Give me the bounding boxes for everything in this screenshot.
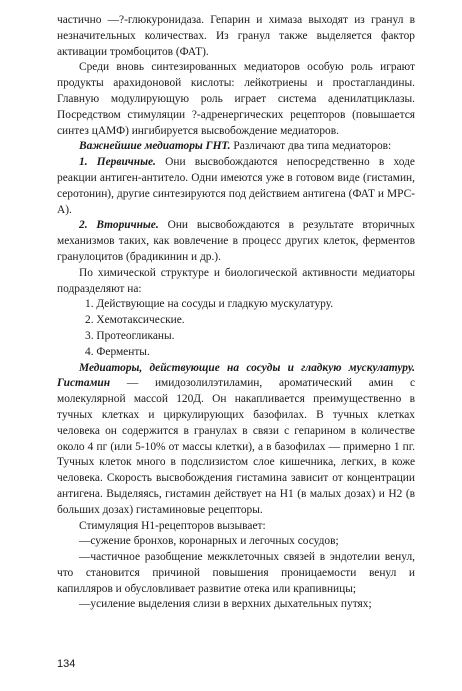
paragraph-text: Они высвобождаются непосредственно в ходе реакции антиген-антитело. Одни имеются уже в готовом виде (гистамин, серотонин), другие синтезируются под действием антигена (ФАТ и МРС-А).	[57, 156, 415, 216]
paragraph-text: Различают два типа медиаторов:	[230, 140, 392, 153]
list-item: 4. Ферменты.	[85, 345, 150, 358]
heading-vascular-mediators: Медиаторы, действующие на сосуды и гладкую мускулатуру. Гистамин	[57, 361, 415, 390]
paragraph-mediators-synthesis: Среди вновь синтезированных медиаторов особую роль играют продукты арахидоновой кислоты: лейкотриены и простагландины. Главную модулирующую роль играет система аденилатциклазы. Посредством стимуляции ?-адренергических рецепторов (повышается синтез цАМФ) ингибируется высвобождение медиаторов.	[57, 61, 415, 137]
heading-secondary: 2. Вторичные.	[79, 219, 159, 232]
heading-key-mediators: Важнейшие медиаторы ГНТ.	[79, 140, 231, 153]
body-text	[57, 13, 415, 613]
paragraph-effect-endothelium: —частичное разобщение межклеточных связей в эндотелии венул, что становится причиной повышения проницаемости венул и капилляров и обусловливает развитие отека или крапивницы;	[57, 551, 415, 595]
page-number: 134	[57, 658, 76, 670]
paragraph-effect-bronchi: —сужение бронхов, коронарных и легочных сосудов;	[79, 535, 339, 548]
list-item: 3. Протеогликаны.	[85, 329, 175, 342]
paragraph-text: — имидозолилэтиламин, ароматический амин с молекулярной массой 120Д. Он накапливается преимущественно в тучных клетках и циркулирующих базофилах. В тучных клетках человека он содержится в гранулах в связи с гепарином в количестве около 4 пг (или 5-10% от массы клетки), а в базофилах — примерно 1 пг. Тучных клеток много в подслизистом слое кишечника, легких, в коже человека. Скорость высвобождения гистамина зависит от концентрации антигена. Выделяясь, гистамин действует на Н1 (в малых дозах) и Н2 (в больших дозах) гистаминовые рецепторы.	[57, 377, 415, 516]
paragraph-secondary	[57, 218, 415, 265]
paragraph-histamine	[57, 361, 415, 519]
paragraph-h1-stimulation: Стимуляция Н1-рецепторов вызывает:	[79, 519, 266, 532]
paragraph-classification: По химической структуре и биологической активности медиаторы подразделяют на:	[57, 266, 415, 295]
heading-primary: 1. Первичные.	[79, 156, 156, 169]
paragraph-key-mediators	[57, 139, 415, 155]
list-item: 2. Хемотаксические.	[85, 314, 185, 327]
paragraph-text: Они высвобождаются в результате вторичных механизмов таких, как вовлечение в процесс других клеток, ферментов гранулоцитов (брадикинин и др.).	[57, 219, 415, 263]
paragraph-continuation: частично —?-глюкуронидаза. Гепарин и химаза выходят из гранул в незначительных количествах. Из гранул также выделяется фактор активации тромбоцитов (ФАТ).	[57, 14, 415, 58]
paragraph-effect-mucus: —усиление выделения слизи в верхних дыхательных путях;	[79, 598, 372, 611]
list-item: 1. Действующие на сосуды и гладкую мускулатуру.	[85, 298, 334, 311]
paragraph-primary	[57, 155, 415, 218]
